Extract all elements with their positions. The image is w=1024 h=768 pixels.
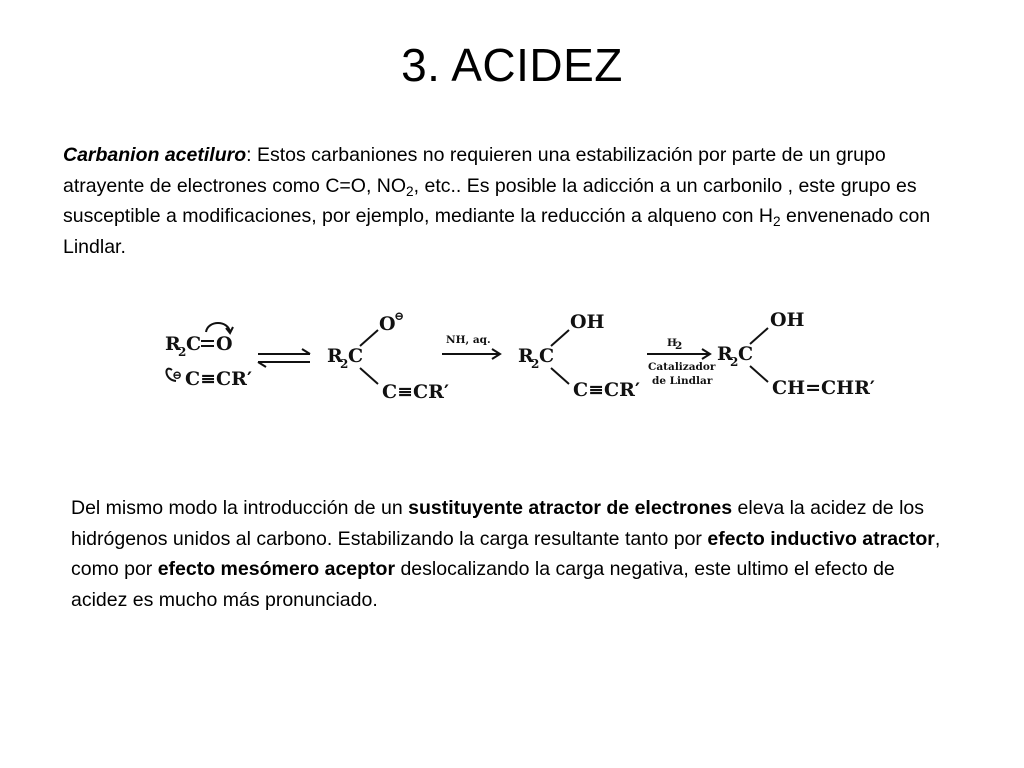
paragraph-text: envenenado con Lindlar. — [63, 205, 931, 258]
term-carbanion-acetiluro: Carbanion acetiluro — [63, 144, 247, 166]
species-allylic-alcohol — [717, 309, 875, 399]
scheme-text: O — [379, 313, 396, 335]
scheme-text: C — [539, 345, 555, 367]
scheme-text: C≡CR′ — [185, 368, 252, 390]
paragraph-text: deslocalizando la carga negativa, este ultimo el efecto de acidez es mucho más pronunciado. — [71, 558, 895, 611]
scheme-text: ⊖ — [172, 368, 183, 382]
scheme-text: OH — [570, 311, 605, 333]
scheme-text: C — [348, 345, 364, 367]
scheme-text: C≡CR′ — [573, 379, 640, 401]
curved-arrow-icon — [206, 323, 230, 332]
scheme-text: C — [738, 343, 754, 365]
bold-term: efecto mesómero aceptor — [157, 558, 396, 580]
scheme-text: O — [216, 333, 233, 355]
paragraph-text: , etc.. Es posible la adicción a un carbonilo , este grupo es susceptible a modificaciones, por ejemplo, mediante la reducción a alqueno con H — [63, 174, 917, 227]
paragraph-text: , como por — [71, 527, 941, 580]
bond — [360, 368, 378, 384]
reagent-label: H — [667, 337, 677, 349]
scheme-text: 2 — [730, 355, 739, 369]
scheme-text: OH — [770, 309, 805, 331]
paragraph-text: : Estos carbaniones no requieren una estabilización por parte de un grupo atrayente de electrones como C=O, NO — [63, 144, 886, 197]
scheme-text: R — [717, 343, 733, 365]
scheme-text: R — [327, 345, 343, 367]
scheme-text: 2 — [340, 357, 349, 371]
acetylide-paragraph — [63, 140, 953, 262]
scheme-text: CH=CHR′ — [772, 377, 875, 399]
bond — [551, 368, 569, 384]
bond — [750, 366, 768, 382]
subscript: 2 — [773, 214, 781, 230]
subscript: 2 — [406, 183, 414, 199]
reaction-arrow-nh — [442, 334, 500, 359]
slide-title: 3. ACIDEZ — [401, 39, 623, 91]
reaction-scheme — [150, 298, 895, 410]
paragraph-text: eleva la acidez de los hidrógenos unidos al carbono. Estabilizando la carga resultante tanto por — [71, 497, 924, 550]
equilibrium-arrow — [258, 349, 310, 367]
bond — [360, 330, 378, 346]
reagent-label: NH, aq. — [446, 334, 491, 346]
bold-term: sustituyente atractor de electrones — [408, 497, 733, 519]
paragraph-text: Del mismo modo la introducción de un — [71, 497, 409, 519]
bold-term: efecto inductivo atractor — [707, 527, 935, 550]
reaction-arrow-lindlar — [647, 337, 716, 387]
scheme-text: R — [518, 345, 534, 367]
species-propargyl-alcohol — [518, 311, 640, 401]
species-ketone-acetylide — [165, 323, 252, 390]
condition-label: Catalizador — [648, 361, 716, 373]
scheme-text: 2 — [531, 357, 540, 371]
scheme-text: R — [165, 333, 181, 355]
scheme-text: C — [186, 333, 202, 355]
scheme-text: C≡CR′ — [382, 381, 449, 403]
ewg-paragraph — [71, 493, 951, 615]
bond — [750, 328, 768, 344]
condition-label: de Lindlar — [652, 375, 713, 387]
reagent-label: 2 — [675, 340, 683, 352]
scheme-text: 2 — [178, 345, 187, 359]
scheme-text: ⊖ — [394, 309, 405, 323]
bond — [551, 330, 569, 346]
species-alkoxide — [327, 309, 449, 403]
